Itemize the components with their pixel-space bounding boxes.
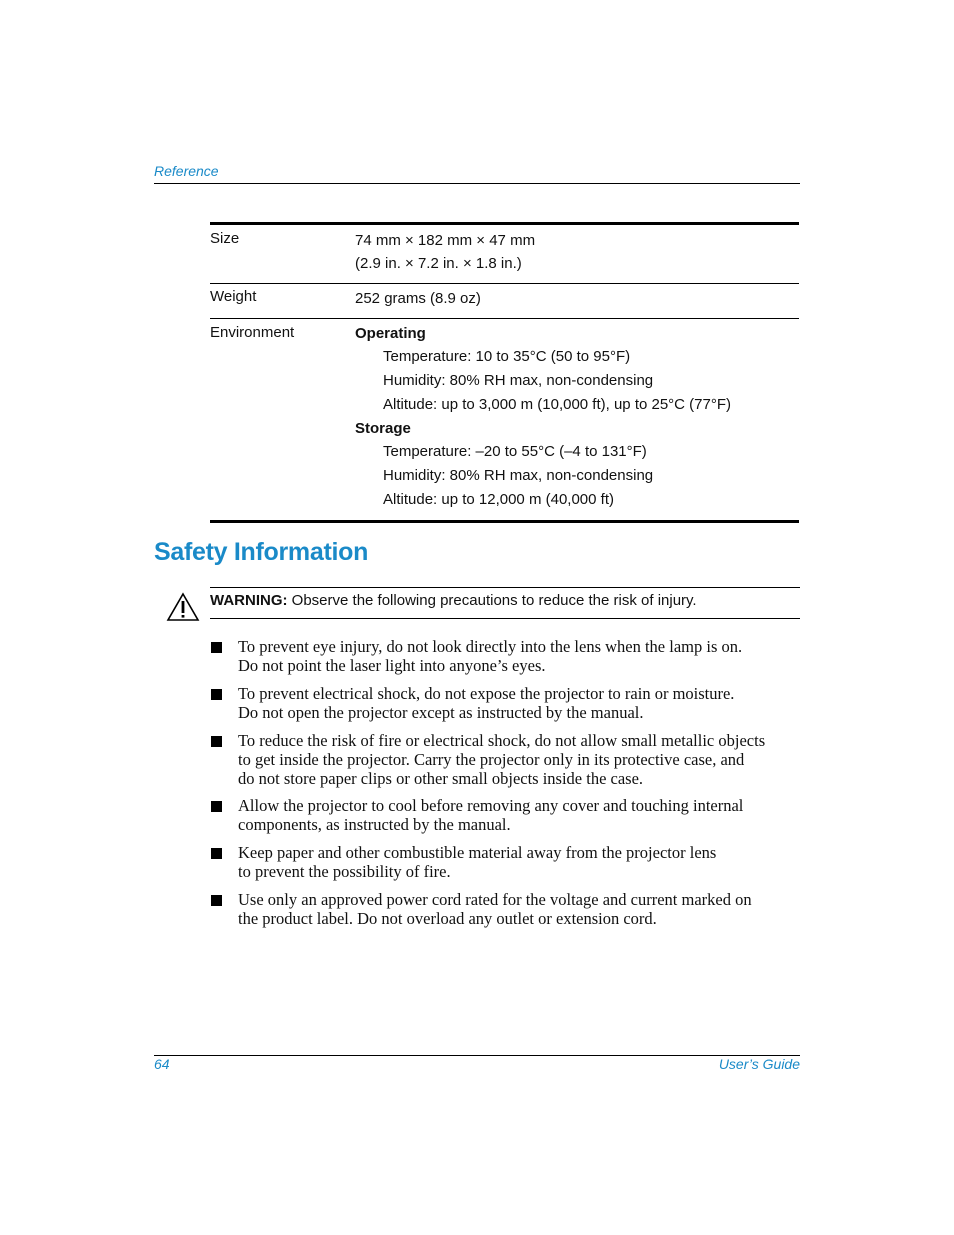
spec-value	[355, 322, 731, 512]
page-number: 64	[154, 1056, 170, 1072]
bullet-line: Keep paper and other combustible material away from the projector lens	[238, 843, 717, 862]
bullet-line: to get inside the projector. Carry the projector only in its protective case, and	[238, 750, 745, 769]
square-bullet-icon	[211, 736, 222, 747]
operating-heading: Operating	[355, 325, 426, 342]
bullet-line: the product label. Do not overload any outlet or extension cord.	[238, 909, 657, 928]
square-bullet-icon	[211, 689, 222, 700]
bullet-text	[238, 731, 798, 788]
warning-rule-top	[210, 587, 800, 588]
spec-row-size	[210, 225, 799, 284]
bullet-line: Do not open the projector except as instructed by the manual.	[238, 703, 644, 722]
bullet-text	[238, 796, 798, 834]
warning-rule-bottom	[210, 618, 800, 619]
spec-row-environment	[210, 319, 799, 520]
warning-text	[210, 592, 697, 609]
bullet-line: components, as instructed by the manual.	[238, 815, 511, 834]
storage-heading: Storage	[355, 420, 411, 437]
bullet-line: to prevent the possibility of fire.	[238, 862, 451, 881]
bullet-text	[238, 890, 798, 928]
spec-label: Size	[210, 230, 240, 247]
square-bullet-icon	[211, 848, 222, 859]
bullet-line: To prevent eye injury, do not look directly into the lens when the lamp is on.	[238, 637, 743, 656]
square-bullet-icon	[211, 642, 222, 653]
header-rule	[154, 183, 800, 184]
spec-value	[355, 229, 535, 275]
square-bullet-icon	[211, 895, 222, 906]
storage-line: Altitude: up to 12,000 m (40,000 ft)	[383, 491, 614, 508]
bullet-line: Allow the projector to cool before removing any cover and touching internal	[238, 796, 744, 815]
spec-label: Weight	[210, 288, 257, 305]
bullet-line: To reduce the risk of fire or electrical shock, do not allow small metallic objects	[238, 731, 766, 750]
bullet-text	[238, 843, 798, 881]
spec-label: Environment	[210, 324, 295, 341]
spec-value-line: (2.9 in. × 7.2 in. × 1.8 in.)	[355, 255, 522, 272]
footer-rule	[154, 1055, 800, 1056]
spec-value-line: 252 grams (8.9 oz)	[355, 290, 481, 307]
storage-line: Temperature: –20 to 55°C (–4 to 131°F)	[383, 443, 647, 460]
section-title: Safety Information	[154, 538, 369, 566]
warning-message: Observe the following precautions to reduce the risk of injury.	[291, 592, 697, 609]
bullet-line: Use only an approved power cord rated for the voltage and current marked on	[238, 890, 752, 909]
bullet-line: do not store paper clips or other small objects inside the case.	[238, 769, 644, 788]
bullet-text	[238, 637, 798, 675]
bullet-text	[238, 684, 798, 722]
storage-line: Humidity: 80% RH max, non-condensing	[383, 467, 654, 484]
spec-value-line: 74 mm × 182 mm × 47 mm	[355, 232, 536, 249]
bullet-line: To prevent electrical shock, do not expose the projector to rain or moisture.	[238, 684, 735, 703]
square-bullet-icon	[211, 801, 222, 812]
warning-triangle-icon	[166, 592, 200, 622]
spec-row-weight	[210, 284, 799, 319]
spec-value	[355, 287, 481, 310]
running-head: Reference	[154, 163, 219, 179]
operating-line: Temperature: 10 to 35°C (50 to 95°F)	[383, 348, 631, 365]
spec-table	[210, 222, 799, 523]
document-title: User’s Guide	[718, 1056, 800, 1072]
operating-line: Humidity: 80% RH max, non-condensing	[383, 372, 654, 389]
warning-label: WARNING:	[210, 592, 288, 609]
operating-line: Altitude: up to 3,000 m (10,000 ft), up to 25°C (77°F)	[383, 396, 732, 413]
bullet-line: Do not point the laser light into anyone’s eyes.	[238, 656, 546, 675]
